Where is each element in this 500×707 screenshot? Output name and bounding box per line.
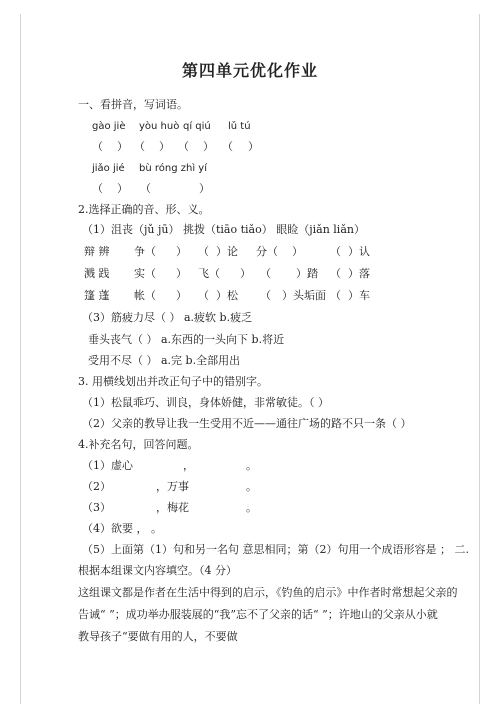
answer-blank-close: ）	[248, 140, 259, 153]
blank-item: 实（	[134, 267, 156, 280]
blank-item: ）落	[348, 267, 370, 280]
blank-item: （	[330, 245, 341, 258]
blank-item: ）踏	[296, 267, 318, 280]
section2-q1: （1）沮丧（jǔ jū） 挑拨（tiāo tiǎo） 眼睑（jiǎn liǎn）	[82, 223, 365, 236]
blank-item: ）头垢面	[282, 289, 326, 302]
section2-q3-line3: 受用不尽（ ） a.完 b.全部用出	[88, 354, 241, 367]
pinyin-youhuo: yòu huò	[139, 121, 180, 132]
char-pair-label: 辩 辨	[84, 245, 110, 258]
section4-q3-end: 。	[246, 501, 257, 514]
section4-q5: （5）上面第（1）句和另一名句 意思相同；第（2）句用一个成语形容是 ； 二.	[82, 543, 469, 556]
pinyin-burongzhiyi: bù róng zhì yí	[139, 163, 207, 174]
answer-blank-close: ）	[199, 182, 210, 195]
blank-item: （	[330, 289, 341, 302]
answer-blank-close: ）	[117, 182, 128, 195]
blank-item: ）	[176, 267, 187, 280]
section3-q1: （1）松鼠乖巧、训良，身体娇健，非常敏徒。（ ）	[82, 396, 329, 409]
answer-blank-open: （	[134, 140, 145, 153]
section4-q2-text: ，万事	[156, 480, 189, 493]
pinyin-jiaojie: jiǎo jié	[92, 163, 125, 174]
section4-q1-comma: ，	[183, 459, 194, 472]
blank-item: ）车	[348, 289, 370, 302]
pinyin-gaojie: gào jiè	[92, 121, 126, 132]
answer-blank-open: （	[92, 182, 103, 195]
blank-item: （	[330, 267, 341, 280]
section4-q3-text: ，梅花	[156, 501, 189, 514]
section3-q2: （2）父亲的教导让我一生受用不近——通往广场的路不只一条（ ）	[82, 417, 412, 430]
section5-line3: 告诫“ ”；成功举办服装展的“我”忘不了父亲的话“ ”；许地山的父亲从小就	[78, 608, 438, 621]
section4-q1-label: （1）虚心	[82, 459, 133, 472]
char-pair-label: 篷 蓬	[84, 289, 110, 302]
section2-q3-line1: （3）筋疲力尽（ ） a.疲软 b.疲乏	[82, 311, 253, 324]
answer-blank-close: ）	[203, 140, 214, 153]
blank-item: ）认	[348, 245, 370, 258]
blank-item: （	[198, 245, 209, 258]
blank-item: ）	[292, 245, 303, 258]
blank-item: （	[260, 289, 271, 302]
section4-q3-label: （3）	[82, 501, 111, 514]
answer-blank-open: （	[178, 140, 189, 153]
blank-item: （	[260, 267, 271, 280]
blank-item: （	[198, 289, 209, 302]
blank-item: ）	[176, 245, 187, 258]
blank-item: 分（	[256, 245, 278, 258]
section4-q4: （4）欲要 ， 。	[82, 522, 162, 535]
blank-item: 帐（	[134, 289, 156, 302]
answer-blank-close: ）	[117, 140, 128, 153]
answer-blank-open: （	[92, 140, 103, 153]
pinyin-lutu: lǔ tú	[228, 121, 251, 132]
char-pair-label: 溅 践	[84, 267, 110, 280]
section4-q1-end: 。	[246, 459, 257, 472]
blank-item: ）论	[216, 245, 238, 258]
answer-blank-open: （	[222, 140, 233, 153]
blank-item: ）	[176, 289, 187, 302]
answer-blank-close: ）	[159, 140, 170, 153]
section5-line1: 根据本组课文内容填空。（4 分）	[78, 564, 237, 577]
pinyin-qiqiu: qí qiú	[183, 121, 211, 132]
section2-q3-line2: 垂头丧气（ ） a.东西的一头向下 b.将近	[88, 333, 285, 346]
blank-item: ）	[240, 267, 251, 280]
section4-q2-label: （2）	[82, 480, 111, 493]
blank-item: ）松	[216, 289, 238, 302]
blank-item: 飞（	[198, 267, 220, 280]
blank-item: 争（	[134, 245, 156, 258]
answer-blank-open: （	[140, 182, 151, 195]
section5-line4: 教导孩子“要做有用的人，不要做	[78, 630, 238, 643]
section5-line2: 这组课文都是作者在生活中得到的启示，《钓鱼的启示》中作者时常想起父亲的	[78, 586, 458, 599]
section4-heading: 4.补充名句，回答问题。	[78, 438, 199, 451]
section4-q2-end: 。	[246, 480, 257, 493]
section2-heading: 2.选择正确的音、形、义。	[78, 203, 210, 216]
section1-heading: 一、看拼音，写词语。	[78, 98, 188, 111]
page-title: 第四单元优化作业	[181, 61, 318, 80]
section3-heading: 3. 用横线划出并改正句子中的错别字。	[78, 375, 268, 388]
